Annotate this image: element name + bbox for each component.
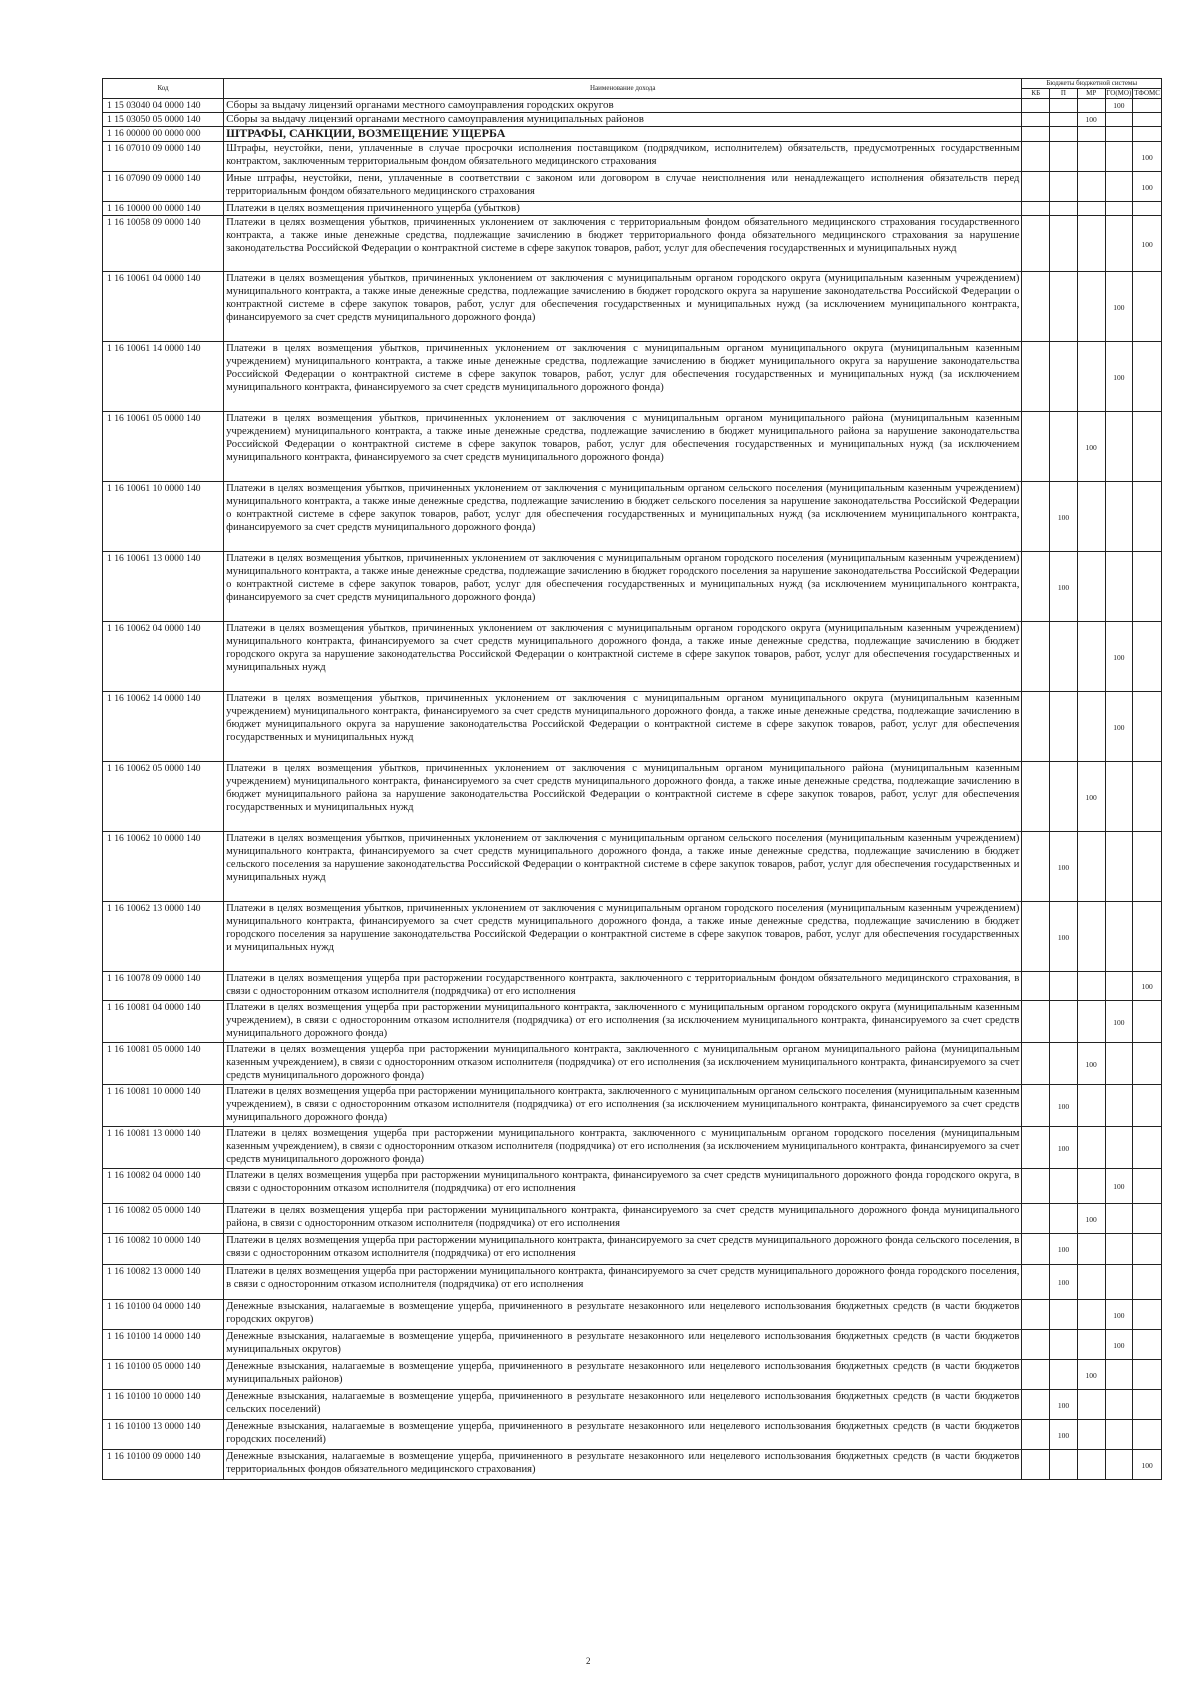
revenue-name: Платежи в целях возмещения ущерба при расторжении муниципального контракта, заключенного с муниципальным органом городского округа (муниципальным казенным учреждением), в связи с односторонним отказом исполнителя (подрядчика) от его исполнения (за исключением муниципального контракта, финансируемого за счет средств муниципального дорожного фонда) — [224, 1000, 1022, 1042]
revenue-code: 1 16 10000 00 0000 140 — [103, 201, 224, 215]
budget-share-cell — [1050, 113, 1078, 127]
budget-share-value: 100 — [1113, 722, 1125, 732]
budget-share-cell — [1133, 1126, 1162, 1168]
revenue-name: Платежи в целях возмещения убытков, причиненных уклонением от заключения с муниципальным органом городского округа (муниципальным казенным учреждением) муниципального контракта, финансируемого за счет средств муниципального дорожного фонда, а также иные денежные средства, подлежащие зачислению в бюджет городского округа за нарушение законодательства Российской Федерации о контрактной системе в сфере закупок товаров, работ, услуг для обеспечения государственных и муниципальных нужд — [224, 621, 1022, 691]
budget-share-value: 100 — [1057, 932, 1070, 942]
revenue-name: Платежи в целях возмещения убытков, причиненных уклонением от заключения с муниципальным органом городского округа (муниципальным казенным учреждением) муниципального контракта, а также иные денежные средства, подлежащие зачислению в бюджет городского округа за нарушение законодательства Российской Федерации о контрактной системе в сфере закупок товаров, работ, услуг для обеспечения государственных и муниципальных нужд (за исключением муниципального контракта, финансируемого за счет средств муниципального дорожного фонда) — [224, 271, 1022, 341]
revenue-table — [102, 78, 1162, 1480]
revenue-name: Сборы за выдачу лицензий органами местного самоуправления муниципальных районов — [224, 113, 1022, 127]
budget-share-cell — [1077, 99, 1105, 113]
revenue-code: 1 16 07090 09 0000 140 — [103, 171, 224, 201]
budget-share-cell — [1077, 1000, 1105, 1042]
budget-share-cell — [1077, 1359, 1105, 1389]
revenue-name: Денежные взыскания, налагаемые в возмещение ущерба, причиненного в результате незаконного или нецелевого использования бюджетных средств (в части бюджетов городских округов) — [224, 1299, 1022, 1329]
table-row — [103, 971, 1162, 1000]
budget-share-cell — [1133, 341, 1162, 411]
budget-share-value: 100 — [1085, 442, 1097, 452]
budget-share-value: 100 — [1057, 1244, 1070, 1254]
budget-share-cell — [1050, 1084, 1078, 1126]
budget-share-cell — [1077, 1168, 1105, 1203]
revenue-code: 1 16 10062 13 0000 140 — [103, 901, 224, 971]
budget-share-cell — [1077, 1203, 1105, 1233]
budget-share-cell — [1022, 481, 1050, 551]
budget-share-cell — [1022, 1449, 1050, 1479]
budget-share-cell — [1022, 171, 1050, 201]
budget-share-cell — [1077, 1084, 1105, 1126]
budget-share-cell — [1133, 901, 1162, 971]
revenue-name: Денежные взыскания, налагаемые в возмещение ущерба, причиненного в результате незаконного или нецелевого использования бюджетных средств (в части бюджетов городских поселений) — [224, 1419, 1022, 1449]
budget-share-cell — [1133, 1329, 1162, 1359]
budget-share-cell — [1022, 1126, 1050, 1168]
budget-share-cell — [1050, 201, 1078, 215]
budget-share-cell — [1133, 127, 1162, 141]
budget-share-cell — [1050, 1126, 1078, 1168]
revenue-name: Платежи в целях возмещения убытков, причиненных уклонением от заключения с муниципальным органом сельского поселения (муниципальным казенным учреждением) муниципального контракта, а также иные денежные средства, подлежащие зачислению в бюджет сельского поселения за нарушение законодательства Российской Федерации о контрактной системе в сфере закупок товаров, работ, услуг для обеспечения государственных и муниципальных нужд (за исключением муниципального контракта, финансируемого за счет средств муниципального дорожного фонда) — [224, 481, 1022, 551]
budget-share-cell — [1133, 1233, 1162, 1264]
revenue-name: Платежи в целях возмещения ущерба при расторжении муниципального контракта, финансируемого за счет средств муниципального дорожного фонда сельского поселения, в связи с односторонним отказом исполнителя (подрядчика) от его исполнения — [224, 1233, 1022, 1264]
budget-share-value: 100 — [1113, 101, 1125, 110]
budget-share-cell — [1105, 831, 1133, 901]
budget-share-cell — [1050, 1329, 1078, 1359]
budget-share-value: 100 — [1113, 1340, 1125, 1350]
table-row — [103, 1389, 1162, 1419]
level-header-mr: МР — [1077, 89, 1105, 99]
budget-share-cell — [1133, 1168, 1162, 1203]
revenue-name: Сборы за выдачу лицензий органами местного самоуправления городских округов — [224, 99, 1022, 113]
budget-share-cell — [1077, 341, 1105, 411]
table-row — [103, 1084, 1162, 1126]
budget-share-cell — [1050, 1389, 1078, 1419]
budget-share-cell — [1133, 1000, 1162, 1042]
table-row — [103, 1000, 1162, 1042]
budget-share-value: 100 — [1057, 1400, 1070, 1410]
budget-share-cell — [1050, 1042, 1078, 1084]
budget-share-cell — [1105, 551, 1133, 621]
revenue-code: 1 16 10100 14 0000 140 — [103, 1329, 224, 1359]
budget-share-cell — [1133, 691, 1162, 761]
budget-share-cell — [1022, 1359, 1050, 1389]
budget-share-cell — [1022, 99, 1050, 113]
budget-share-cell — [1133, 1449, 1162, 1479]
budget-share-cell — [1022, 113, 1050, 127]
budget-share-cell — [1133, 551, 1162, 621]
revenue-code: 1 16 07010 09 0000 140 — [103, 141, 224, 171]
level-header-p: П — [1050, 89, 1078, 99]
budget-share-cell — [1050, 691, 1078, 761]
budget-share-cell — [1133, 761, 1162, 831]
table-row — [103, 1203, 1162, 1233]
budget-share-cell — [1050, 271, 1078, 341]
budget-share-cell — [1022, 971, 1050, 1000]
page-number: 2 — [586, 1656, 591, 1666]
budget-share-cell — [1050, 1233, 1078, 1264]
revenue-name: Платежи в целях возмещения причиненного ущерба (убытков) — [224, 201, 1022, 215]
budget-share-cell — [1022, 215, 1050, 271]
budget-share-cell — [1133, 1359, 1162, 1389]
budget-share-cell — [1105, 99, 1133, 113]
budget-share-cell — [1077, 141, 1105, 171]
budget-share-cell — [1077, 901, 1105, 971]
budget-share-value: 100 — [1141, 1460, 1153, 1470]
table-row — [103, 761, 1162, 831]
budget-share-cell — [1105, 127, 1133, 141]
revenue-name: Штрафы, неустойки, пени, уплаченные в случае просрочки исполнения поставщиком (подрядчиком, исполнителем) обязательств, предусмотренных государственным контрактом, заключенным территориальным фондом обязательного медицинского страхования — [224, 141, 1022, 171]
budget-share-value: 100 — [1057, 1277, 1070, 1287]
budget-share-cell — [1022, 1084, 1050, 1126]
revenue-code: 1 16 10078 09 0000 140 — [103, 971, 224, 1000]
budget-share-cell — [1022, 551, 1050, 621]
table-row — [103, 99, 1162, 113]
table-row — [103, 551, 1162, 621]
budget-share-cell — [1022, 1000, 1050, 1042]
revenue-name: Денежные взыскания, налагаемые в возмещение ущерба, причиненного в результате незаконного или нецелевого использования бюджетных средств (в части бюджетов муниципальных районов) — [224, 1359, 1022, 1389]
table-row — [103, 901, 1162, 971]
budget-share-cell — [1105, 341, 1133, 411]
budget-share-cell — [1077, 1419, 1105, 1449]
budget-share-cell — [1133, 271, 1162, 341]
budget-share-cell — [1022, 691, 1050, 761]
budget-share-cell — [1050, 1419, 1078, 1449]
budget-share-cell — [1022, 411, 1050, 481]
budget-share-cell — [1105, 761, 1133, 831]
budget-share-cell — [1050, 761, 1078, 831]
revenue-code: 1 16 10100 09 0000 140 — [103, 1449, 224, 1479]
budget-share-cell — [1050, 1000, 1078, 1042]
revenue-code: 1 16 10081 13 0000 140 — [103, 1126, 224, 1168]
table-row — [103, 113, 1162, 127]
budget-share-cell — [1133, 1264, 1162, 1299]
budget-share-cell — [1133, 1299, 1162, 1329]
revenue-code: 1 16 10082 04 0000 140 — [103, 1168, 224, 1203]
revenue-code: 1 16 10061 14 0000 140 — [103, 341, 224, 411]
budget-share-value: 100 — [1057, 512, 1070, 522]
budget-share-cell — [1133, 971, 1162, 1000]
level-header-kb: КБ — [1022, 89, 1050, 99]
budget-share-cell — [1050, 1264, 1078, 1299]
revenue-code: 1 16 10100 13 0000 140 — [103, 1419, 224, 1449]
budget-share-cell — [1133, 171, 1162, 201]
revenue-code: 1 16 10082 05 0000 140 — [103, 1203, 224, 1233]
budget-share-cell — [1105, 621, 1133, 691]
budget-share-cell — [1105, 411, 1133, 481]
budget-share-cell — [1105, 215, 1133, 271]
revenue-name: Платежи в целях возмещения убытков, причиненных уклонением от заключения с муниципальным органом муниципального района (муниципальным казенным учреждением) муниципального контракта, а также иные денежные средства, подлежащие зачислению в бюджет муниципального района за нарушение законодательства Российской Федерации о контрактной системе в сфере закупок товаров, работ, услуг для обеспечения государственных и муниципальных нужд (за исключением муниципального контракта, финансируемого за счет средств муниципального дорожного фонда) — [224, 411, 1022, 481]
budget-share-cell — [1105, 1389, 1133, 1419]
code-column-header: Код — [103, 79, 224, 99]
table-row — [103, 1126, 1162, 1168]
budget-share-cell — [1022, 341, 1050, 411]
budget-share-cell — [1050, 1359, 1078, 1389]
budget-share-value: 100 — [1085, 1214, 1097, 1224]
revenue-name: Денежные взыскания, налагаемые в возмещение ущерба, причиненного в результате незаконного или нецелевого использования бюджетных средств (в части бюджетов сельских поселений) — [224, 1389, 1022, 1419]
budget-share-cell — [1105, 141, 1133, 171]
revenue-name: Денежные взыскания, налагаемые в возмещение ущерба, причиненного в результате незаконного или нецелевого использования бюджетных средств (в части бюджетов территориальных фондов обязательного медицинского страхования) — [224, 1449, 1022, 1479]
budget-share-cell — [1077, 551, 1105, 621]
revenue-code: 1 16 10081 10 0000 140 — [103, 1084, 224, 1126]
budget-share-value: 100 — [1085, 1370, 1097, 1380]
budget-share-cell — [1022, 831, 1050, 901]
table-row — [103, 1042, 1162, 1084]
budget-share-value: 100 — [1085, 792, 1097, 802]
budget-share-cell — [1077, 1126, 1105, 1168]
budget-share-cell — [1077, 1449, 1105, 1479]
revenue-code: 1 16 10100 10 0000 140 — [103, 1389, 224, 1419]
budget-share-value: 100 — [1057, 1101, 1070, 1111]
table-row — [103, 1264, 1162, 1299]
budget-share-cell — [1050, 901, 1078, 971]
budget-share-cell — [1050, 831, 1078, 901]
budget-share-cell — [1050, 215, 1078, 271]
budget-share-cell — [1077, 271, 1105, 341]
revenue-name: Платежи в целях возмещения убытков, причиненных уклонением от заключения с муниципальным органом муниципального округа (муниципальным казенным учреждением) муниципального контракта, а также иные денежные средства, подлежащие зачислению в бюджет муниципального округа за нарушение законодательства Российской Федерации о контрактной системе в сфере закупок товаров, работ, услуг для обеспечения государственных и муниципальных нужд (за исключением муниципального контракта, финансируемого за счет средств муниципального дорожного фонда) — [224, 341, 1022, 411]
budget-share-cell — [1105, 1264, 1133, 1299]
table-row — [103, 411, 1162, 481]
revenue-code: 1 16 10061 13 0000 140 — [103, 551, 224, 621]
revenue-name: Иные штрафы, неустойки, пени, уплаченные в соответствии с законом или договором в случае неисполнения или ненадлежащего исполнения обязательств перед территориальным фондом обязательного медицинского страхования — [224, 171, 1022, 201]
table-row — [103, 1329, 1162, 1359]
budget-share-cell — [1022, 141, 1050, 171]
budget-share-cell — [1077, 411, 1105, 481]
table-row — [103, 481, 1162, 551]
budget-share-cell — [1050, 141, 1078, 171]
budget-share-cell — [1133, 1203, 1162, 1233]
budget-share-cell — [1133, 141, 1162, 171]
budget-share-cell — [1133, 481, 1162, 551]
table-row — [103, 341, 1162, 411]
budget-share-value: 100 — [1141, 182, 1153, 192]
budgets-group-header: Бюджеты бюджетной системы — [1022, 79, 1162, 89]
revenue-name: Платежи в целях возмещения убытков, причиненных уклонением от заключения с муниципальным органом муниципального района (муниципальным казенным учреждением) муниципального контракта, финансируемого за счет средств муниципального дорожного фонда, а также иные денежные средства, подлежащие зачислению в бюджет муниципального района за нарушение законодательства Российской Федерации о контрактной системе в сфере закупок товаров, работ, услуг для обеспечения государственных и муниципальных нужд — [224, 761, 1022, 831]
budget-share-cell — [1050, 99, 1078, 113]
revenue-code: 1 16 10061 10 0000 140 — [103, 481, 224, 551]
revenue-name: Платежи в целях возмещения убытков, причиненных уклонением от заключения с муниципальным органом сельского поселения (муниципальным казенным учреждением) муниципального контракта, финансируемого за счет средств муниципального дорожного фонда, а также иные денежные средства, подлежащие зачислению в бюджет сельского поселения за нарушение законодательства Российской Федерации о контрактной системе в сфере закупок товаров, работ, услуг для обеспечения государственных и муниципальных нужд — [224, 831, 1022, 901]
budget-share-value: 100 — [1141, 152, 1153, 162]
budget-share-cell — [1050, 551, 1078, 621]
budget-share-cell — [1050, 1168, 1078, 1203]
budget-share-value: 100 — [1113, 1181, 1125, 1191]
budget-share-cell — [1077, 1042, 1105, 1084]
table-row — [103, 201, 1162, 215]
revenue-name: Платежи в целях возмещения ущерба при расторжении государственного контракта, заключенного с территориальным фондом обязательного медицинского страхования, в связи с односторонним отказом исполнителя (подрядчика) от его исполнения — [224, 971, 1022, 1000]
revenue-code: 1 16 10100 04 0000 140 — [103, 1299, 224, 1329]
revenue-code: 1 16 10061 05 0000 140 — [103, 411, 224, 481]
table-row — [103, 1168, 1162, 1203]
budget-share-cell — [1022, 201, 1050, 215]
budget-share-cell — [1077, 215, 1105, 271]
budget-share-cell — [1022, 1233, 1050, 1264]
budget-share-value: 100 — [1141, 981, 1153, 991]
budget-share-cell — [1077, 1233, 1105, 1264]
revenue-name: Платежи в целях возмещения ущерба при расторжении муниципального контракта, финансируемого за счет средств муниципального дорожного фонда муниципального района, в связи с односторонним отказом исполнителя (подрядчика) от его исполнения — [224, 1203, 1022, 1233]
budget-share-value: 100 — [1113, 372, 1125, 382]
budget-share-cell — [1105, 691, 1133, 761]
revenue-code: 1 15 03050 05 0000 140 — [103, 113, 224, 127]
table-row — [103, 1449, 1162, 1479]
budget-share-cell — [1022, 271, 1050, 341]
table-row — [103, 1359, 1162, 1389]
level-header-tfoms: ТФОМС — [1134, 89, 1160, 97]
budget-share-cell — [1050, 341, 1078, 411]
budget-share-cell — [1022, 761, 1050, 831]
budget-share-cell — [1133, 113, 1162, 127]
revenue-name: Платежи в целях возмещения ущерба при расторжении муниципального контракта, заключенного с муниципальным органом муниципального района (муниципальным казенным учреждением), в связи с односторонним отказом исполнителя (подрядчика) от его исполнения (за исключением муниципального контракта, финансируемого за счет средств муниципального дорожного фонда) — [224, 1042, 1022, 1084]
budget-share-cell — [1133, 1084, 1162, 1126]
budget-share-cell — [1105, 201, 1133, 215]
budget-share-cell — [1133, 621, 1162, 691]
budget-share-cell — [1105, 1168, 1133, 1203]
table-row — [103, 1419, 1162, 1449]
budget-share-cell — [1105, 1329, 1133, 1359]
budget-share-cell — [1105, 1126, 1133, 1168]
budget-share-cell — [1022, 901, 1050, 971]
table-header-row — [103, 79, 1162, 89]
table-row — [103, 171, 1162, 201]
table-row — [103, 831, 1162, 901]
budget-share-value: 100 — [1057, 1430, 1070, 1440]
budget-share-cell — [1050, 127, 1078, 141]
budget-share-cell — [1105, 1419, 1133, 1449]
budget-share-cell — [1077, 971, 1105, 1000]
revenue-name: Платежи в целях возмещения ущерба при расторжении муниципального контракта, заключенного с муниципальным органом городского поселения (муниципальным казенным учреждением), в связи с односторонним отказом исполнителя (подрядчика) от его исполнения (за исключением муниципального контракта, финансируемого за счет средств муниципального дорожного фонда) — [224, 1126, 1022, 1168]
budget-share-value: 100 — [1113, 652, 1125, 662]
revenue-code: 1 16 10082 13 0000 140 — [103, 1264, 224, 1299]
budget-share-cell — [1105, 1000, 1133, 1042]
budget-share-cell — [1133, 201, 1162, 215]
budget-share-cell — [1050, 621, 1078, 691]
budget-share-cell — [1077, 1264, 1105, 1299]
revenue-name: Денежные взыскания, налагаемые в возмещение ущерба, причиненного в результате незаконного или нецелевого использования бюджетных средств (в части бюджетов муниципальных округов) — [224, 1329, 1022, 1359]
budget-share-cell — [1105, 1449, 1133, 1479]
revenue-code: 1 16 10062 10 0000 140 — [103, 831, 224, 901]
budget-share-cell — [1105, 1233, 1133, 1264]
budget-share-cell — [1105, 171, 1133, 201]
revenue-code: 1 16 10061 04 0000 140 — [103, 271, 224, 341]
table-row — [103, 621, 1162, 691]
budget-share-cell — [1133, 411, 1162, 481]
budget-share-cell — [1077, 761, 1105, 831]
budget-share-cell — [1105, 271, 1133, 341]
budget-share-value: 100 — [1113, 1310, 1125, 1320]
budget-share-cell — [1050, 1203, 1078, 1233]
budget-share-cell — [1077, 1389, 1105, 1419]
revenue-code: 1 16 10100 05 0000 140 — [103, 1359, 224, 1389]
revenue-code: 1 15 03040 04 0000 140 — [103, 99, 224, 113]
revenue-name: Платежи в целях возмещения ущерба при расторжении муниципального контракта, финансируемого за счет средств муниципального дорожного фонда городского округа, в связи с односторонним отказом исполнителя (подрядчика) от его исполнения — [224, 1168, 1022, 1203]
revenue-name: Платежи в целях возмещения ущерба при расторжении муниципального контракта, заключенного с муниципальным органом сельского поселения (муниципальным казенным учреждением), в связи с односторонним отказом исполнителя (подрядчика) от его исполнения (за исключением муниципального контракта, финансируемого за счет средств муниципального дорожного фонда) — [224, 1084, 1022, 1126]
budget-share-cell — [1077, 831, 1105, 901]
table-row — [103, 1299, 1162, 1329]
budget-share-value: 100 — [1057, 862, 1070, 872]
budget-share-cell — [1105, 1203, 1133, 1233]
budget-share-cell — [1105, 113, 1133, 127]
table-row — [103, 127, 1162, 141]
revenue-code: 1 16 10081 05 0000 140 — [103, 1042, 224, 1084]
budget-share-cell — [1077, 127, 1105, 141]
budget-share-cell — [1077, 691, 1105, 761]
budget-share-cell — [1022, 1299, 1050, 1329]
budget-share-cell — [1133, 1042, 1162, 1084]
budget-share-cell — [1077, 201, 1105, 215]
table-row — [103, 1233, 1162, 1264]
revenue-name: Платежи в целях возмещения убытков, причиненных уклонением от заключения с муниципальным органом городского поселения (муниципальным казенным учреждением) муниципального контракта, а также иные денежные средства, подлежащие зачислению в бюджет городского поселения за нарушение законодательства Российской Федерации о контрактной системе в сфере закупок товаров, работ, услуг для обеспечения государственных и муниципальных нужд (за исключением муниципального контракта, финансируемого за счет средств муниципального дорожного фонда) — [224, 551, 1022, 621]
budget-share-cell — [1050, 411, 1078, 481]
name-column-header: Наименование дохода — [224, 79, 1022, 99]
revenue-table-sheet — [102, 78, 1162, 1480]
budget-share-cell — [1077, 113, 1105, 127]
budget-share-cell — [1050, 1449, 1078, 1479]
revenue-name: Платежи в целях возмещения убытков, причиненных уклонением от заключения с муниципальным органом городского поселения (муниципальным казенным учреждением) муниципального контракта, финансируемого за счет средств муниципального дорожного фонда, а также иные денежные средства, подлежащие зачислению в бюджет городского поселения за нарушение законодательства Российской Федерации о контрактной системе в сфере закупок товаров, работ, услуг для обеспечения государственных и муниципальных нужд — [224, 901, 1022, 971]
budget-share-cell — [1050, 171, 1078, 201]
budget-share-cell — [1105, 1299, 1133, 1329]
budget-share-cell — [1077, 1329, 1105, 1359]
budget-share-cell — [1050, 971, 1078, 1000]
budget-share-cell — [1077, 621, 1105, 691]
budget-share-cell — [1022, 1203, 1050, 1233]
budget-share-cell — [1022, 1168, 1050, 1203]
budget-share-cell — [1022, 1389, 1050, 1419]
budget-share-cell — [1105, 971, 1133, 1000]
budget-share-cell — [1105, 901, 1133, 971]
budget-share-cell — [1105, 1042, 1133, 1084]
budget-share-cell — [1133, 99, 1162, 113]
budget-share-value: 100 — [1085, 1059, 1097, 1069]
budget-share-cell — [1133, 1389, 1162, 1419]
budget-share-cell — [1105, 1359, 1133, 1389]
revenue-code: 1 16 10062 04 0000 140 — [103, 621, 224, 691]
budget-share-cell — [1133, 215, 1162, 271]
budget-share-value: 100 — [1113, 1017, 1125, 1027]
budget-share-cell — [1022, 621, 1050, 691]
revenue-name: Платежи в целях возмещения убытков, причиненных уклонением от заключения с муниципальным органом муниципального округа (муниципальным казенным учреждением) муниципального контракта, финансируемого за счет средств муниципального дорожного фонда, а также иные денежные средства, подлежащие зачислению в бюджет муниципального округа за нарушение законодательства Российской Федерации о контрактной системе в сфере закупок товаров, работ, услуг для обеспечения государственных и муниципальных нужд — [224, 691, 1022, 761]
table-row — [103, 141, 1162, 171]
revenue-code: 1 16 00000 00 0000 000 — [103, 127, 224, 141]
table-body — [103, 99, 1162, 1480]
revenue-name: ШТРАФЫ, САНКЦИИ, ВОЗМЕЩЕНИЕ УЩЕРБА — [224, 127, 1022, 141]
revenue-name: Платежи в целях возмещения убытков, причиненных уклонением от заключения с территориальным фондом обязательного медицинского страхования государственного контракта, а также иные денежные средства, подлежащие зачислению в бюджет территориального фонда обязательного медицинского страхования за нарушение законодательства Российской Федерации о контрактной системе в сфере закупок товаров, работ, услуг для обеспечения государственных и муниципальных нужд — [224, 215, 1022, 271]
table-row — [103, 215, 1162, 271]
table-row — [103, 691, 1162, 761]
budget-share-cell — [1050, 1299, 1078, 1329]
budget-share-value: 100 — [1057, 582, 1070, 592]
budget-share-value: 100 — [1141, 239, 1153, 249]
level-header-go: ГО(МО) — [1106, 89, 1132, 97]
budget-share-cell — [1022, 1264, 1050, 1299]
revenue-name: Платежи в целях возмещения ущерба при расторжении муниципального контракта, финансируемого за счет средств муниципального дорожного фонда городского поселения, в связи с односторонним отказом исполнителя (подрядчика) от его исполнения — [224, 1264, 1022, 1299]
budget-share-cell — [1077, 171, 1105, 201]
budget-share-cell — [1022, 1419, 1050, 1449]
budget-share-value: 100 — [1113, 302, 1125, 312]
revenue-code: 1 16 10058 09 0000 140 — [103, 215, 224, 271]
budget-share-cell — [1133, 831, 1162, 901]
budget-share-cell — [1022, 127, 1050, 141]
budget-share-cell — [1050, 481, 1078, 551]
revenue-code: 1 16 10062 14 0000 140 — [103, 691, 224, 761]
budget-share-cell — [1022, 1329, 1050, 1359]
budget-share-value: 100 — [1057, 1143, 1070, 1153]
budget-share-cell — [1077, 1299, 1105, 1329]
table-row — [103, 271, 1162, 341]
budget-share-cell — [1105, 1084, 1133, 1126]
revenue-code: 1 16 10081 04 0000 140 — [103, 1000, 224, 1042]
budget-share-cell — [1077, 481, 1105, 551]
budget-share-cell — [1022, 1042, 1050, 1084]
budget-share-cell — [1133, 1419, 1162, 1449]
revenue-code: 1 16 10082 10 0000 140 — [103, 1233, 224, 1264]
budget-share-cell — [1105, 481, 1133, 551]
budget-share-value: 100 — [1085, 115, 1097, 125]
revenue-code: 1 16 10062 05 0000 140 — [103, 761, 224, 831]
